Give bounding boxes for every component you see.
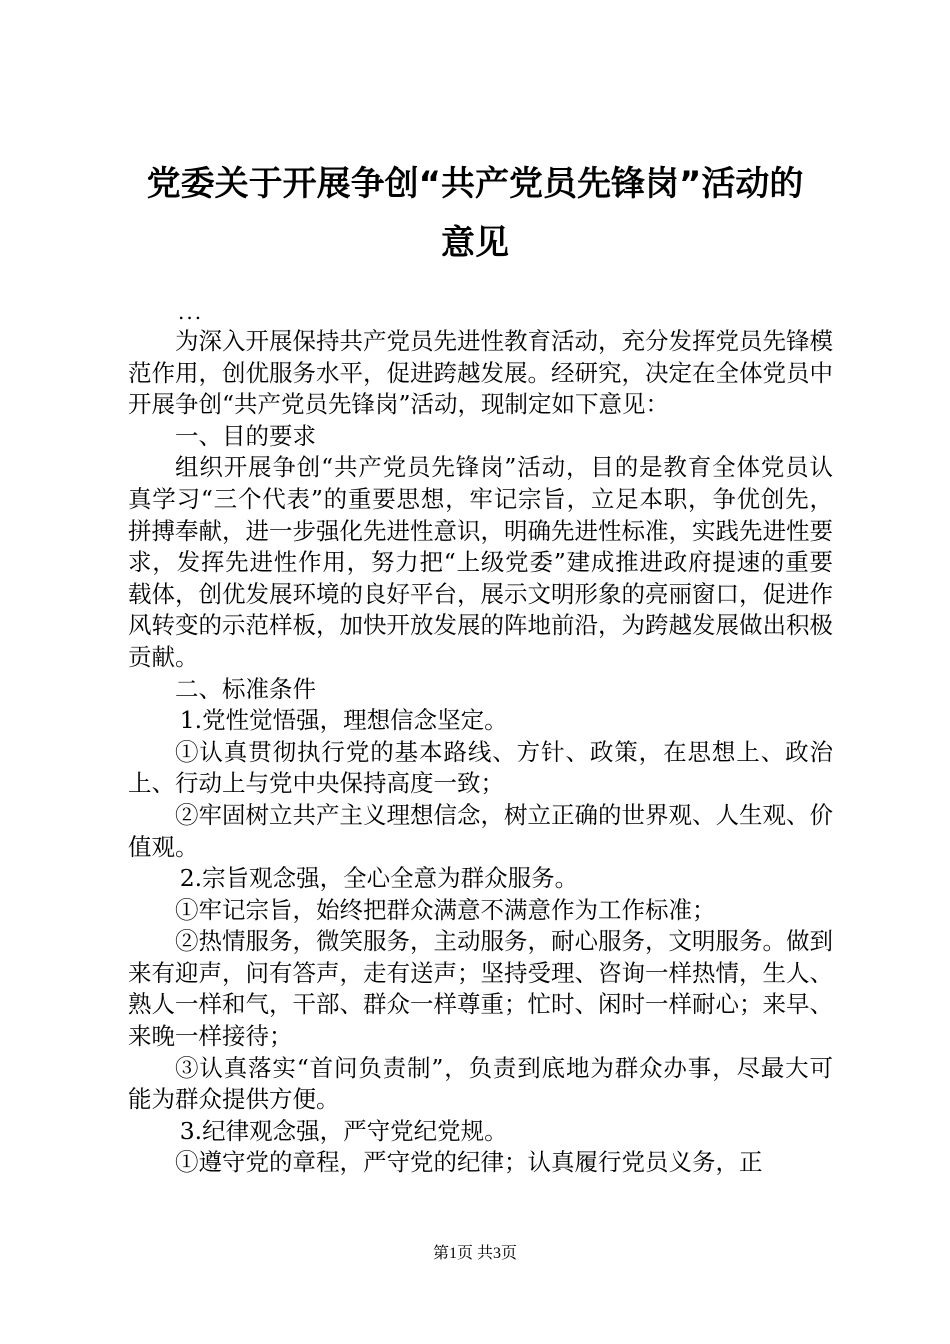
criterion-item: ①牢记宗旨，始终把群众满意不满意作为工作标准； (175, 895, 716, 924)
criterion-heading-2: 2.宗旨观念强，全心全意为群众服务。 (179, 864, 579, 893)
criterion-heading-3: 3.纪律观念强，严守党纪党规。 (179, 1116, 508, 1145)
page-footer: 第1页 共3页 (432, 1245, 517, 1262)
criterion-heading-1: 1.党性觉悟强，理想信念坚定。 (179, 706, 508, 735)
criterion-item: ②热情服务，微笑服务，主动服务，耐心服务，文明服务。做到来有迎声，问有答声，走有送声；坚持受理、咨询一样热情，生人、熟人一样和气，干部、群众一样尊重；忙时、闲时一样耐心；来早、来晚一样接待； (128, 927, 833, 1051)
criterion-item: ②牢固树立共产主义理想信念，树立正确的世界观、人生观、价值观。 (128, 800, 833, 861)
section-paragraph-1: 组织开展争创“共产党员先锋岗”活动，目的是教育全体党员认真学习“三个代表”的重要思想，牢记宗旨，立足本职，争优创先，拼搏奉献，进一步强化先进性意识，明确先进性标准，实践先进性要求，发挥先进性作用，努力把“上级党委”建成推进政府提速的重要载体，创优发展环境的良好平台，展示文明形象的亮丽窗口，促进作风转变的示范样板，加快开放发展的阵地前沿，为跨越发展做出积极贡献。 (128, 453, 833, 671)
ellipsis-marker: ... (178, 300, 204, 324)
intro-paragraph: 为深入开展保持共产党员先进性教育活动，充分发挥党员先锋模范作用，创优服务水平，促进跨越发展。经研究，决定在全体党员中开展争创“共产党员先锋岗”活动，现制定如下意见： (128, 327, 833, 419)
section-heading-2: 二、标准条件 (175, 674, 316, 703)
criterion-item: ①遵守党的章程，严守党的纪律；认真履行党员义务，正 (175, 1148, 763, 1177)
document-title-line-2: 意见 (441, 223, 509, 263)
section-heading-1: 一、目的要求 (175, 421, 316, 450)
criterion-item: ①认真贯彻执行党的基本路线、方针、政策，在思想上、政治上、行动上与党中央保持高度一致； (128, 737, 833, 798)
criterion-item: ③认真落实“首问负责制”，负责到底地为群众办事，尽最大可能为群众提供方便。 (128, 1053, 833, 1114)
document-body (128, 326, 833, 1179)
document-title-line-1: 党委关于开展争创“共产党员先锋岗”活动的 (146, 164, 804, 204)
